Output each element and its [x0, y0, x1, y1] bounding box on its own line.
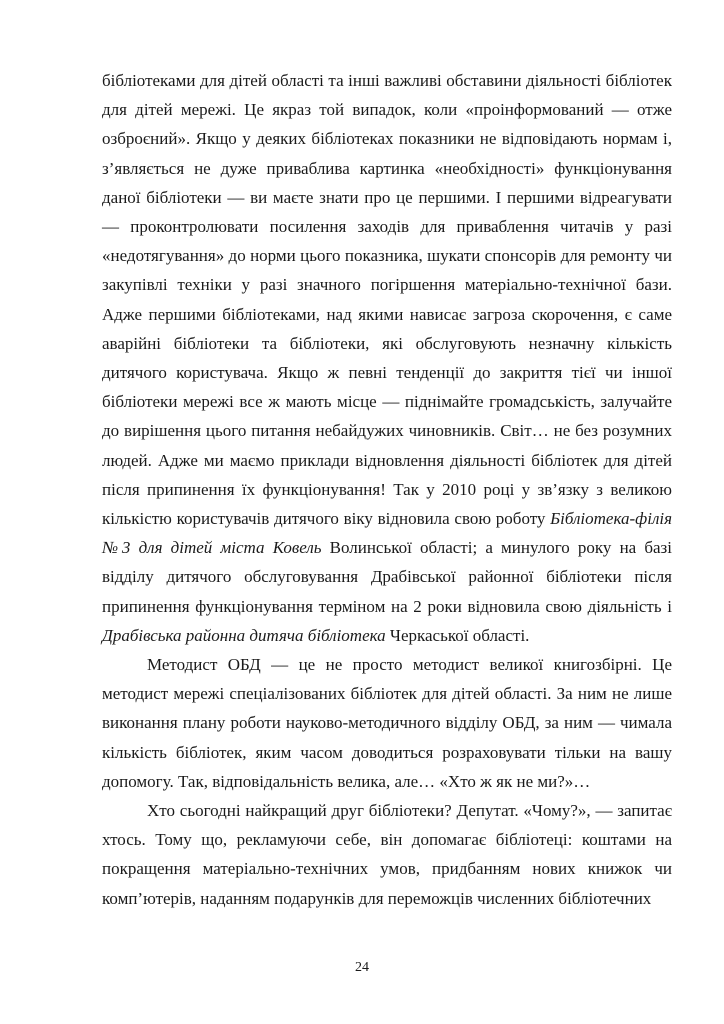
paragraph	[102, 66, 672, 650]
paragraph-text: бібліотеками для дітей області та інші важливі обставини діяльності бібліотек для дітей мережі. Це якраз той випадок, коли «проінформований — отже озброєний». Якщо у деяких бібліотеках показники не відповідають нормам і, з’являється не дуже приваблива картинка «необхідності» функціонування даної бібліотеки — ви маєте знати про це першими. І першими відреагувати — проконтролювати посилення заходів для приваблення читачів у разі «недотягування» до норми цього показника, шукати спонсорів для ремонту чи закупівлі техніки у разі значного погіршення матеріально-технічної бази. Адже першими бібліотеками, над якими нависає загроза скорочення, є саме аварійні бібліотеки та бібліотеки, які обслуговують незначну кількість дитячого користувача. Якщо ж певні тенденції до закриття тієї чи іншої бібліотеки мережі все ж мають місце — піднімайте громадськість, залучайте до вирішення цього питання небайдужих чиновників. Світ… не без розумних людей. Адже ми маємо приклади відновлення діяльності бібліотек для дітей після припинення їх функціонування! Так у 2010 році у зв’язку з великою кількістю користувачів дитячого віку відновила свою роботу	[102, 71, 672, 529]
italic-library-name: Бібліотека-філія №3 для дітей міста Ковель	[102, 509, 672, 558]
paragraph: Методист ОБД — це не просто методист великої книгозбірні. Це методист мережі спеціалізованих бібліотек для дітей області. За ним не лише виконання плану роботи науково-методичного відділу ОБД, за ним — чимала кількість бібліотек, яким часом доводиться розраховувати тільки на вашу допомогу. Так, відповідальність велика, але… «Хто ж як не ми?»…	[102, 655, 672, 791]
paragraph: Хто сьогодні найкращий друг бібліотеки? Депутат. «Чому?», — запитає хтось. Тому що, рекламуючи себе, він допомагає бібліотеці: коштами на покращення матеріально-технічних умов, придбанням нових книжок чи комп’ютерів, наданням подарунків для переможців численних бібліотечних	[102, 801, 672, 908]
body-text	[102, 66, 672, 913]
paragraph-text: Черкаської області.	[385, 625, 530, 645]
page-number: 24	[355, 960, 369, 975]
italic-library-name: Драбівська районна дитяча бібліотека	[102, 625, 386, 645]
paragraph-text: Волинської області; а минулого року на базі відділу дитячого обслуговування Драбівської районної бібліотеки після припинення функціонування терміном на 2 роки відновила свою діяльність і	[102, 538, 672, 616]
